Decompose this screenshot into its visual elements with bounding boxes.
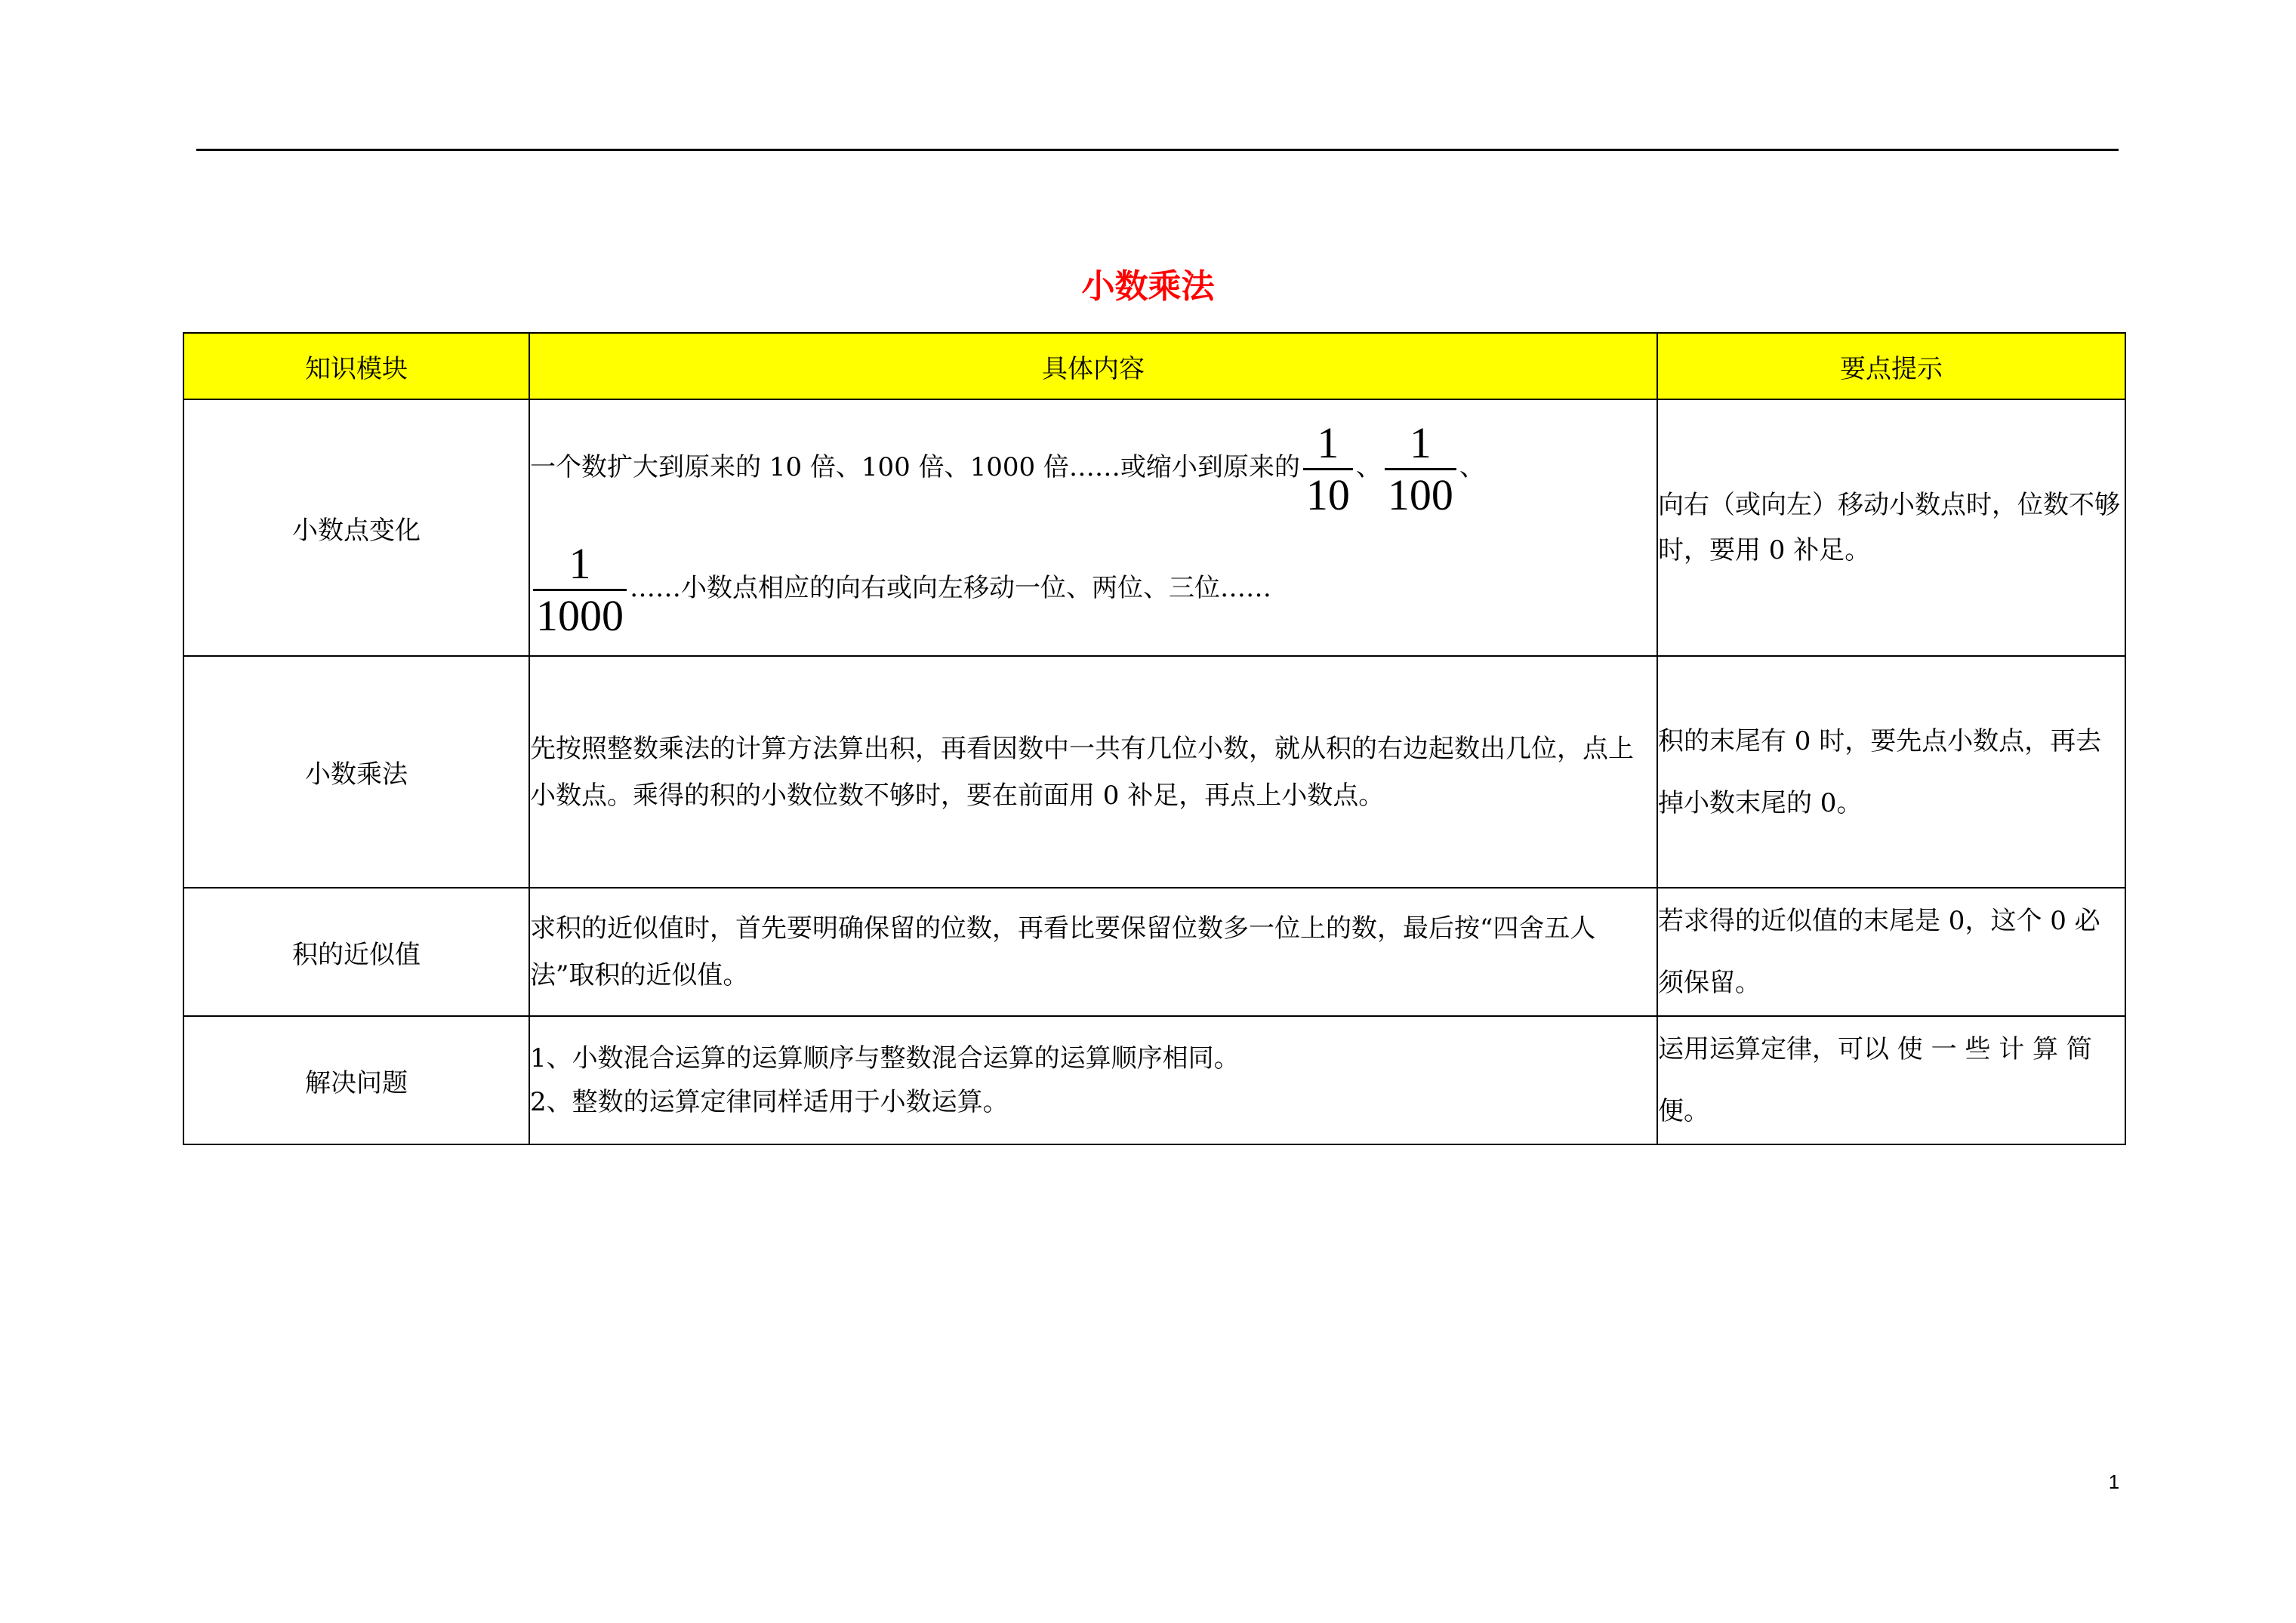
fraction-one-hundredth <box>1385 418 1456 520</box>
fraction-one-thousandth <box>533 539 627 641</box>
fraction-denominator: 10 <box>1303 468 1353 520</box>
knowledge-table <box>183 332 2126 1145</box>
content-cell: 求积的近似值时，首先要明确保留的位数，再看比要保留位数多一位上的数，最后按“四舍五人法”取积的近似值。 <box>529 888 1657 1016</box>
content-cell <box>529 399 1657 656</box>
content-text: ……小数点相应的向右或向左移动一位、两位、三位…… <box>630 573 1271 603</box>
content-text: 一个数扩大到原来的 10 倍、100 倍、1000 倍……或缩小到原来的 <box>530 452 1300 482</box>
module-cell: 小数乘法 <box>183 656 529 888</box>
fraction-denominator: 100 <box>1385 468 1456 520</box>
separator: 、 <box>1355 452 1382 482</box>
header-tip: 要点提示 <box>1657 333 2125 399</box>
header-module: 知识模块 <box>183 333 529 399</box>
page-title: 小数乘法 <box>1081 267 1215 306</box>
tip-cell: 积的末尾有 0 时，要先点小数点，再去掉小数末尾的 0。 <box>1657 656 2125 888</box>
module-cell: 解决问题 <box>183 1016 529 1144</box>
content-line <box>530 403 1657 531</box>
module-cell: 小数点变化 <box>183 399 529 656</box>
fraction-denominator: 1000 <box>533 589 627 641</box>
separator: 、 <box>1459 452 1485 482</box>
table-row <box>183 888 2125 1016</box>
list-item: 2、整数的运算定律同样适用于小数运算。 <box>530 1087 1009 1117</box>
fraction-numerator: 1 <box>569 538 591 588</box>
tip-cell: 若求得的近似值的末尾是 0，这个 0 必须保留。 <box>1657 888 2125 1016</box>
fraction-one-tenth <box>1303 418 1353 520</box>
table-header-row <box>183 333 2125 399</box>
tip-cell: 向右（或向左）移动小数点时，位数不够时，要用 0 补足。 <box>1657 399 2125 656</box>
header-rule <box>196 149 2119 151</box>
tip-cell: 运用运算定律，可以 使 一 些 计 算 简便。 <box>1657 1016 2125 1144</box>
module-cell: 积的近似值 <box>183 888 529 1016</box>
table-row <box>183 399 2125 656</box>
fraction-numerator: 1 <box>1409 417 1432 467</box>
table-row <box>183 1016 2125 1144</box>
content-line <box>530 524 1657 652</box>
content-cell <box>529 1016 1657 1144</box>
list-item: 1、小数混合运算的运算顺序与整数混合运算的运算顺序相同。 <box>530 1043 1240 1073</box>
fraction-numerator: 1 <box>1317 417 1339 467</box>
header-content: 具体内容 <box>529 333 1657 399</box>
page-number: 1 <box>2108 1471 2120 1493</box>
table-row <box>183 656 2125 888</box>
content-cell: 先按照整数乘法的计算方法算出积，再看因数中一共有几位小数，就从积的右边起数出几位，点上小数点。乘得的积的小数位数不够时，要在前面用 0 补足，再点上小数点。 <box>529 656 1657 888</box>
